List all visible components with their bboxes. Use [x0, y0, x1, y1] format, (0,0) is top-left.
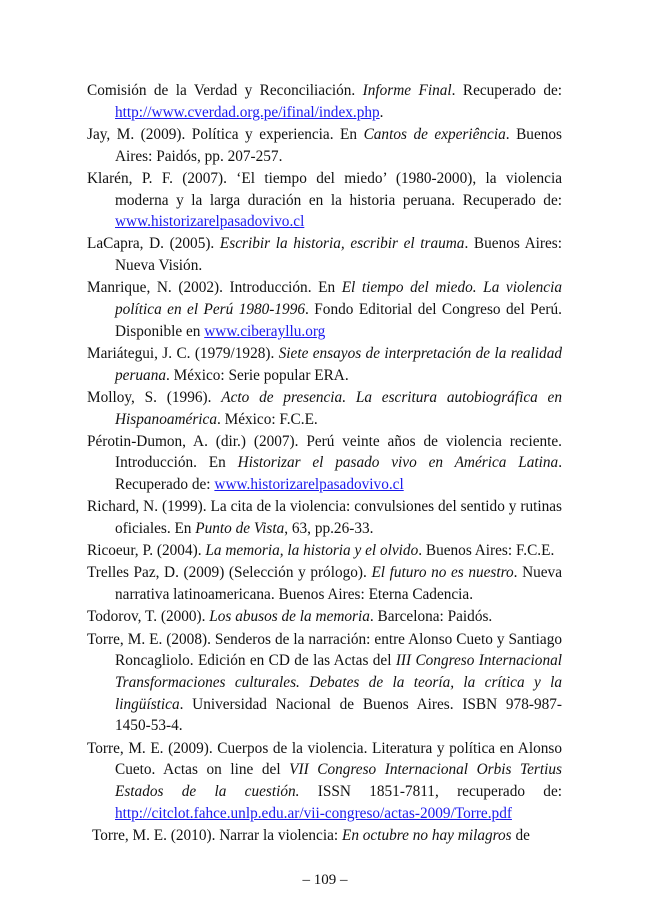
reference-title: Cantos de experiência — [363, 125, 506, 143]
page-number: – 109 – — [302, 872, 348, 888]
reference-text: Trelles Paz, D. (2009) (Selección y prólogo). — [87, 564, 372, 582]
reference-entry — [87, 738, 562, 825]
reference-text: Comisión de la Verdad y Reconciliación. — [87, 82, 363, 99]
reference-title: Punto de Vista — [195, 520, 285, 538]
reference-text: , 63, pp.26-33. — [284, 520, 374, 538]
reference-text: . Universidad Nacional de Buenos Aires. ISBN 978-987-1450-53-4. — [115, 695, 562, 735]
reference-text: Torre, M. E. (2010). Narrar la violencia: — [92, 826, 342, 844]
reference-text: Jay, M. (2009). Política y experiencia. En — [87, 125, 364, 143]
reference-text: Richard, N. (1999). La cita de la violencia: convulsiones del sentido y rutinas oficiales. En — [87, 498, 562, 538]
reference-entry — [87, 431, 562, 496]
reference-entry — [87, 124, 562, 167]
reference-text: Mariátegui, J. C. (1979/1928). — [87, 344, 279, 362]
reference-title: VII Congreso Internacional Orbis Tertius Estados de la cuestión. — [115, 761, 562, 800]
reference-text: Molloy, S. (1996). — [87, 388, 222, 406]
reference-title: El tiempo del miedo. La violencia política en el Perú 1980-1996 — [115, 279, 562, 319]
reference-title: El futuro no es nuestro — [371, 564, 514, 582]
reference-entry — [87, 343, 562, 386]
reference-text: . Buenos Aires: Nueva Visión. — [115, 235, 563, 275]
reference-text: . Buenos Aires: Paidós, pp. 207-257. — [115, 125, 562, 165]
reference-entry — [87, 387, 562, 430]
reference-title: La memoria, la historia y el olvido — [205, 542, 419, 560]
reference-entry — [87, 562, 562, 605]
reference-text: . México: Serie popular ERA. — [166, 366, 349, 384]
reference-text: Manrique, N. (2002). Introducción. En — [87, 279, 342, 297]
reference-entry — [87, 540, 562, 562]
reference-text: Todorov, T. (2000). — [87, 608, 210, 626]
reference-text: Ricoeur, P. (2004). — [87, 542, 206, 560]
reference-text: de — [511, 826, 530, 844]
reference-title: Siete ensayos de interpretación de la realidad peruana — [115, 344, 562, 384]
reference-text: . Recuperado de: — [451, 82, 563, 99]
reference-title: Acto de presencia. La escritura autobiográfica en Hispanoamérica — [115, 388, 562, 428]
reference-list — [87, 80, 562, 847]
reference-link[interactable]: www.historizarelpasadovivo.cl — [115, 213, 305, 231]
reference-text: Klarén, P. F. (2007). ‘El tiempo del miedo’ (1980-2000), la violencia moderna y la larga duración en la historia peruana. Recuperado de: — [87, 169, 562, 209]
reference-text: ISSN 1851-7811, recuperado de: — [299, 783, 562, 800]
reference-title: Informe Final — [362, 82, 452, 99]
reference-text: . Buenos Aires: F.C.E. — [418, 542, 555, 560]
reference-text: . — [379, 103, 384, 121]
reference-title: Historizar el pasado vivo en América Latina — [237, 454, 559, 472]
reference-text: . México: F.C.E. — [216, 410, 318, 428]
reference-text: Torre, M. E. (2008). Senderos de la narración: entre Alonso Cueto y Santiago Roncagliolo. Edición en CD de las Actas del — [87, 630, 562, 670]
reference-entry — [87, 277, 562, 342]
reference-text: Pérotin-Dumon, A. (dir.) (2007). Perú veinte años de violencia reciente. Introducción. En — [87, 432, 562, 472]
reference-text: . Nueva narrativa latinoamericana. Buenos Aires: Eterna Cadencia. — [115, 564, 562, 604]
reference-title: III Congreso Internacional Transformaciones culturales. Debates de la teoría, la crítica y la lingüística — [115, 652, 562, 713]
reference-title: En octubre no hay milagros — [341, 826, 512, 844]
reference-entry — [87, 629, 562, 738]
reference-entry — [87, 496, 562, 539]
reference-link[interactable]: www.ciberayllu.org — [204, 322, 326, 340]
reference-link[interactable]: http://www.cverdad.org.pe/ifinal/index.php — [115, 103, 380, 121]
reference-text: . Barcelona: Paidós. — [369, 608, 493, 626]
reference-entry — [87, 80, 562, 123]
reference-entry — [87, 606, 562, 628]
reference-title: Los abusos de la memoria — [209, 608, 370, 626]
reference-text: . Fondo Editorial del Congreso del Perú. Disponible en — [115, 301, 562, 340]
reference-link[interactable]: http://citclot.fahce.unlp.edu.ar/vii-congreso/actas-2009/Torre.pdf — [115, 804, 512, 822]
reference-entry — [87, 233, 562, 276]
reference-text: . Recuperado de: — [115, 454, 563, 494]
reference-link[interactable]: www.historizarelpasadovivo.cl — [214, 476, 404, 494]
reference-entry — [87, 168, 562, 233]
reference-text: LaCapra, D. (2005). — [87, 235, 220, 253]
reference-text: Torre, M. E. (2009). Cuerpos de la violencia. Literatura y política en Alonso Cueto. Actas on line del — [87, 739, 562, 779]
reference-title: Escribir la historia, escribir el trauma — [219, 235, 465, 253]
reference-entry — [92, 825, 562, 847]
